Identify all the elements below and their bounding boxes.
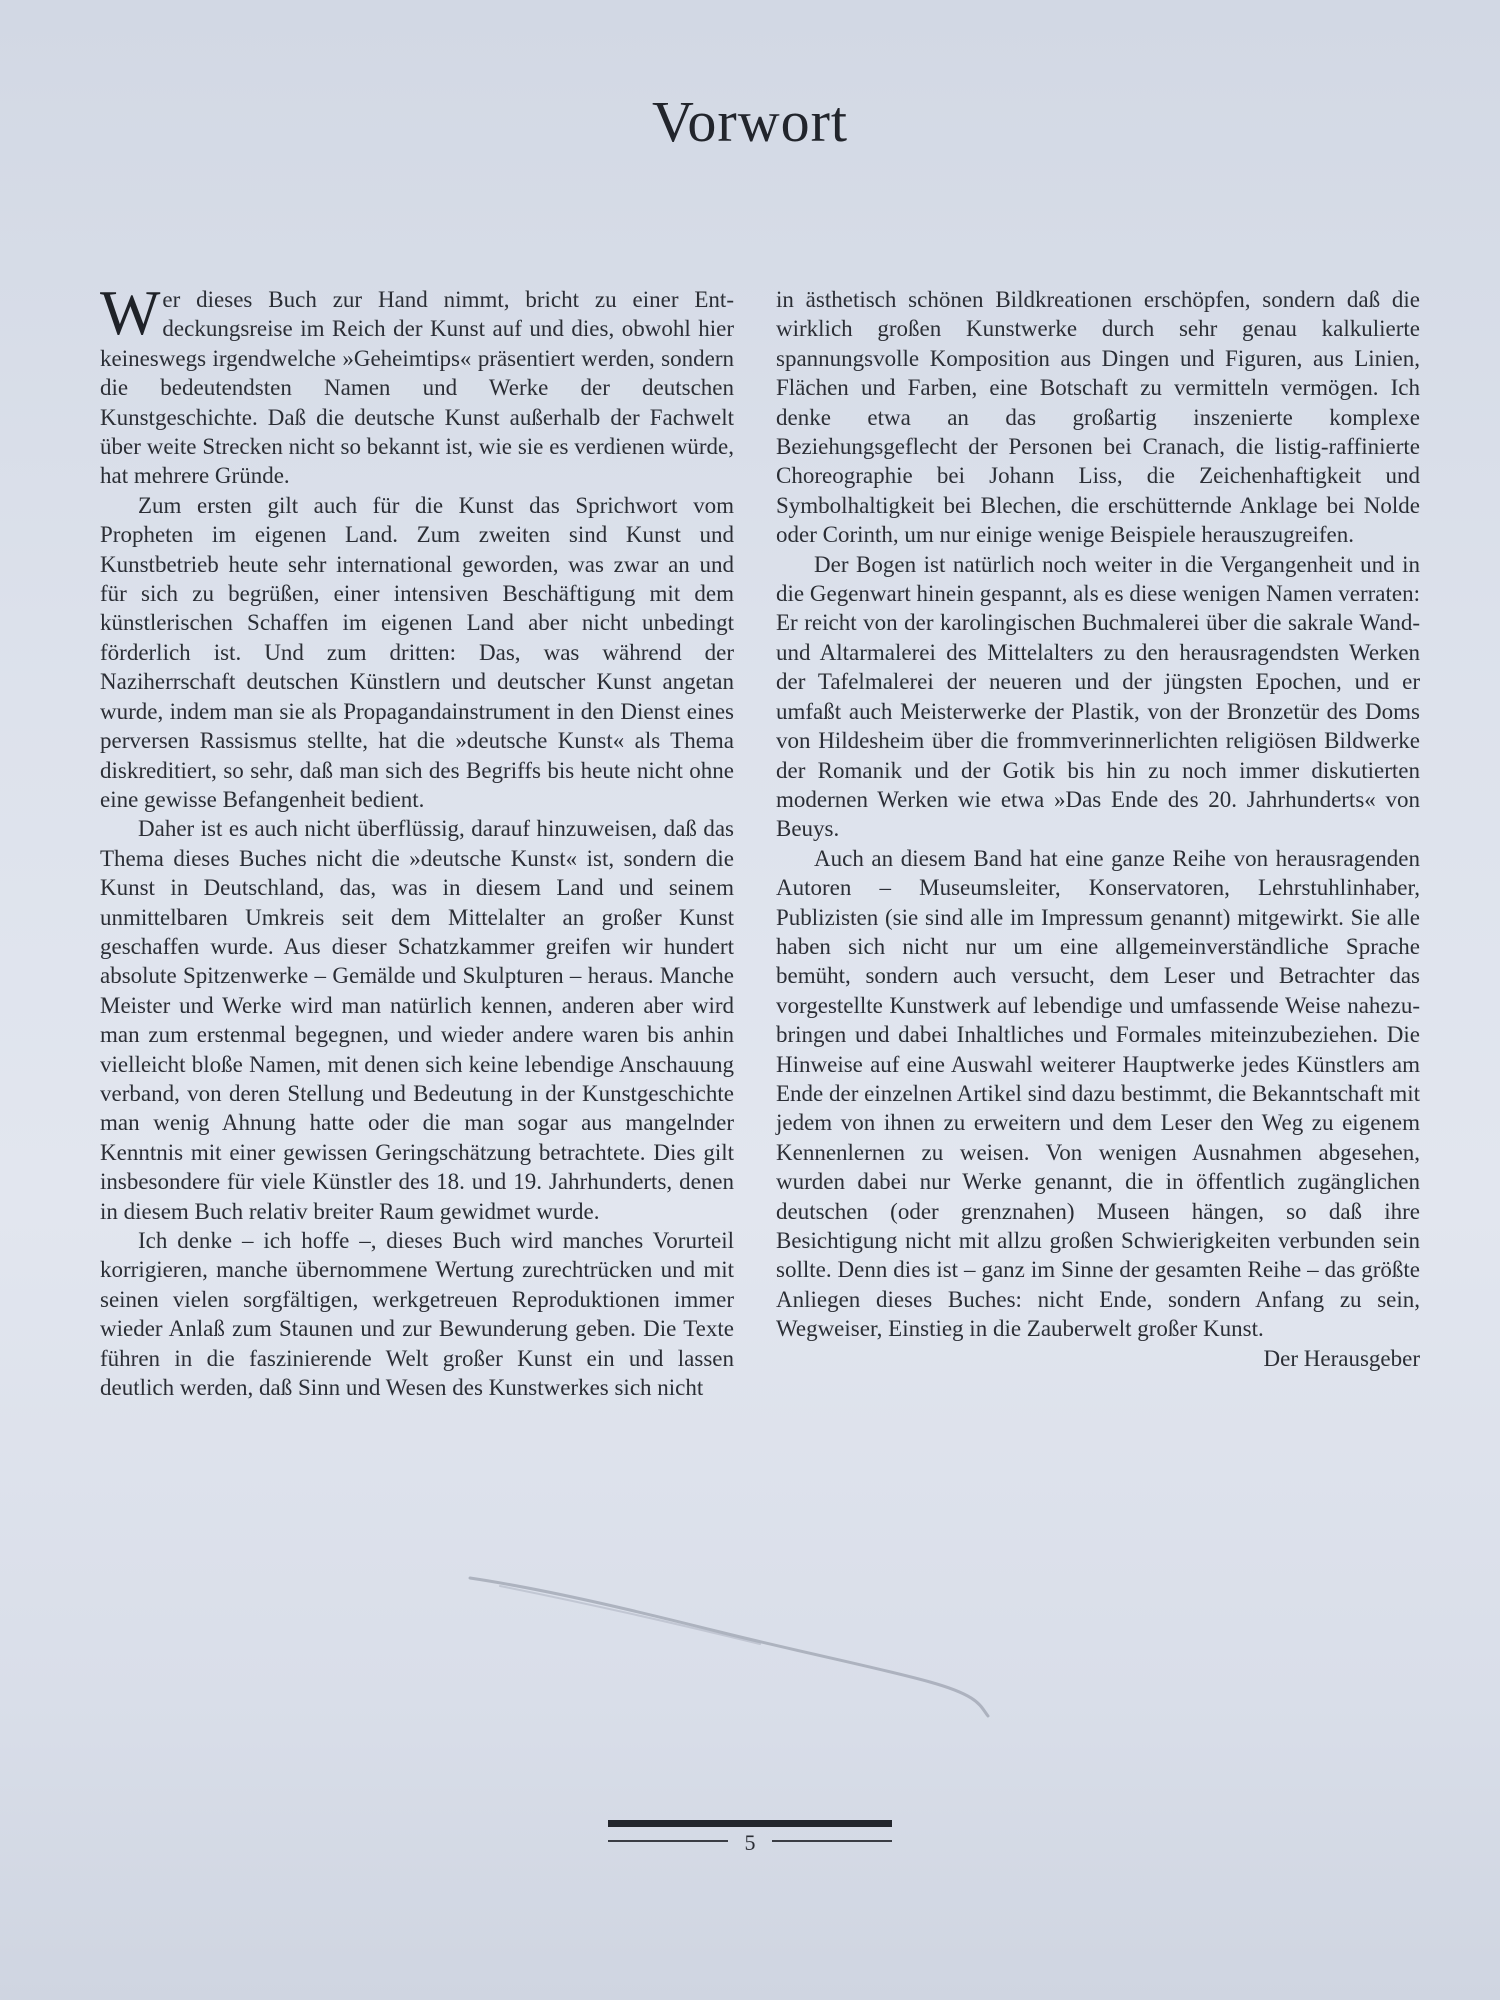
page-footer [608,1820,892,1880]
signature: Der Herausgeber [1263,1345,1420,1371]
paragraph-6: Auch an diesem Band hat eine ganze Reihe von herausragenden Autoren – Museumsleiter, Konservatoren, Lehrstuhlinhaber, Publizisten (sie sind alle im Impressum genannt) mitgewirkt. Sie alle haben sich nicht nur um eine allgemeinverständliche Sprache bemüht, sondern auch versucht, dem Leser und Betrachter das vorgestellte Kunstwerk auf lebendige und umfassende Weise nahezubringen und dabei Inhaltliches und Formales miteinzubeziehen. Die Hinweise auf eine Auswahl weiterer Hauptwerke jedes Künstlers am Ende der einzelnen Artikel sind dazu bestimmt, die Bekanntschaft mit jedem von ihnen zu erweitern und dem Leser den Weg zu eigenem Kennenlernen zu weisen. Von wenigen Ausnahmen abgesehen, wurden dabei nur Werke genannt, die in öffentlich zugänglichen deutschen (oder grenznahen) Museen hängen, so daß ihre Besichtigung nicht mit allzu großen Schwierigkeiten verbunden sein sollte. Denn dies ist – ganz im Sinne der gesamten Reihe – das größte Anliegen dieses Buches: nicht Ende, sondern Anfang zu sein, Wegweiser, Einstieg in die Zauberwelt großer Kunst. [776,845,1420,1342]
paragraph-4-continued: in ästhetisch schönen Bildkreationen erschöpfen, sondern daß die wirklich großen Kunstwerke durch sehr genau kalkulierte spannungsvolle Komposition aus Dingen und Figuren, aus Linien, Flächen und Farben, eine Botschaft zu vermitteln vermögen. Ich denke etwa an das großartig inszenierte komplexe Beziehungsgeflecht der Personen bei Cranach, die listig-raffinierte Choreographie bei Johann Liss, die Zeichenhaftigkeit und Symbolhaltigkeit bei Blechen, die erschütternde Anklage bei Nolde oder Corinth, um nur einige wenige Beispiele herauszugreifen. [776,287,1420,548]
drop-cap: W [100,277,161,348]
footer-rule-right [772,1840,892,1842]
paragraph-1-text: er dieses Buch zur Hand nimmt, bricht zu einer Entdeckungsreise im Reich der Kunst auf und dies, obwohl hier keineswegs irgendwelche »Geheimtips« präsentiert werden, sondern die bedeutendsten Namen und Werke der deutschen Kunstgeschichte. Daß die deutsche Kunst außerhalb der Fachwelt über weite Strecken nicht so bekannt ist, wie sie es verdienen würde, hat mehrere Gründe. [100,287,734,489]
footer-rule-thick [608,1820,892,1827]
pencil-streak [460,1560,1000,1730]
text-column-right [776,285,1420,1373]
paragraph-2: Zum ersten gilt auch für die Kunst das Sprichwort vom Propheten im eigenen Land. Zum zweiten sind Kunst und Kunstbetrieb heute sehr international geworden, was zwar an und für sich zu begrüßen, einer intensiven Beschäftigung mit dem künstlerischen Schaffen im eigenen Land aber nicht unbedingt förderlich ist. Und zum dritten: Das, was während der Naziherrschaft deutschen Künstlern und deutscher Kunst angetan wurde, indem man sie als Propagandainstrument in den Dienst eines perversen Rassismus stellte, hat die »deutsche Kunst« als Thema diskreditiert, so sehr, daß man sich des Begriffs bis heute nicht ohne eine gewisse Befangenheit bedient. [100,492,734,812]
paragraph-4: Ich denke – ich hoffe –, dieses Buch wird manches Vorurteil korrigieren, manche übernommene Wertung zurechtrücken und mit seinen vielen sorgfältigen, werkgetreuen Reproduktionen immer wieder Anlaß zum Staunen und zur Bewunderung geben. Die Texte führen in die faszinierende Welt großer Kunst ein und lassen deutlich werden, daß Sinn und Wesen des Kunstwerkes sich nicht [100,1228,734,1401]
page-title: Vorwort [651,89,849,154]
footer-rule-left [608,1840,728,1842]
page-number: 5 [744,1830,756,1855]
paragraph-1 [100,277,734,491]
paragraph-3: Daher ist es auch nicht überflüssig, darauf hinzuweisen, daß das Thema dieses Buches nicht die »deutsche Kunst« ist, sondern die Kunst in Deutschland, das, was in diesem Land und seinem unmittelbaren Umkreis seit dem Mittelalter an großer Kunst geschaffen wurde. Aus dieser Schatzkammer greifen wir hundert absolute Spitzenwerke – Gemälde und Skulpturen – heraus. Manche Meister und Werke wird man natürlich kennen, anderen aber wird man zum erstenmal begegnen, und wieder andere waren bis anhin vielleicht bloße Namen, mit denen sich keine lebendige Anschauung verband, von deren Stellung und Bedeutung in der Kunstgeschichte man wenig Ahnung hatte oder die man sogar aus mangelnder Kenntnis mit einer gewissen Geringschätzung betrachtete. Dies gilt insbesondere für viele Künstler des 18. und 19. Jahrhunderts, denen in diesem Buch relativ breiter Raum gewidmet wurde. [100,816,734,1224]
paragraph-5: Der Bogen ist natürlich noch weiter in die Vergangenheit und in die Gegenwart hinein gespannt, als es diese wenigen Namen verraten: Er reicht von der karolingischen Buchmalerei über die sakrale Wand- und Altarmalerei des Mittelalters zu den herausragendsten Werken der Tafelmalerei der neueren und der jüngsten Epochen, und er umfaßt auch Meisterwerke der Plastik, von der Bronzetür des Doms von Hildesheim über die frommverinnerlichten religiösen Bildwerke der Romanik und der Gotik bis hin zu noch immer diskutierten modernen Werken wie etwa »Das Ende des 20. Jahrhunderts« von Beuys. [776,551,1420,842]
text-column-left [100,277,734,1402]
